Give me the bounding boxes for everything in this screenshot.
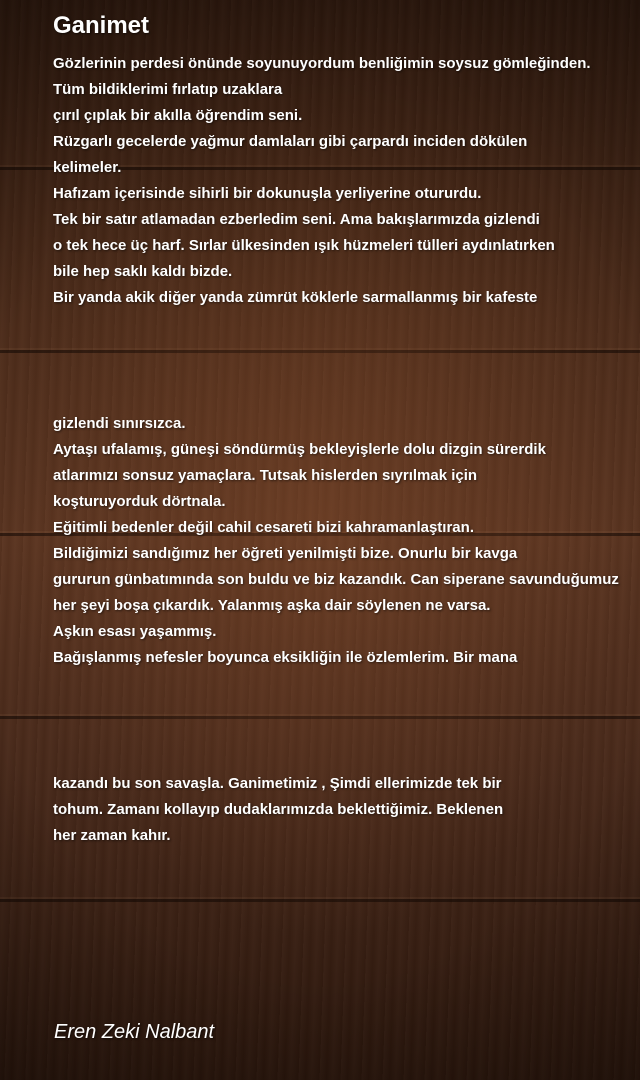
poem-line: bile hep saklı kaldı bizde. [53,263,233,280]
poem-line: o tek hece üç harf. Sırlar ülkesinden ışık hüzmeleri tülleri aydınlatırken [53,237,555,254]
stanza-2 [53,411,633,671]
poem-line: Rüzgarlı gecelerde yağmur damlaları gibi çarpardı inciden dökülen [53,133,528,150]
poem-line: gururun günbatımında son buldu ve biz kazandık. Can siperane savunduğumuz [53,571,619,588]
poem-line: Aytaşı ufalamış, güneşi söndürmüş bekleyişlerle dolu dizgin sürerdik [53,441,546,458]
poem-line: Hafızam içerisinde sihirli bir dokunuşla yerliyerine otururdu. [53,185,482,202]
poem-line: Bir yanda akik diğer yanda zümrüt köklerle sarmallanmış bir kafeste [53,289,538,306]
poem-line: çırıl çıplak bir akılla öğrendim seni. [53,107,303,124]
poem-author: Eren Zeki Nalbant [54,1021,215,1043]
poem-line: tohum. Zamanı kollayıp dudaklarımızda beklettiğimiz. Beklenen [53,801,504,818]
stanza-3 [53,771,633,849]
poem-line: Aşkın esası yaşammış. [53,623,217,640]
poem-title: Ganimet [53,12,150,39]
poem-line: Bildiğimizi sandığımız her öğreti yenilmişti bize. Onurlu bir kavga [53,545,518,562]
poem-line: Tek bir satır atlamadan ezberledim seni. Ama bakışlarımızda gizlendi [53,211,540,228]
poem-line: her zaman kahır. [53,827,171,844]
poem-line: gizlendi sınırsızca. [53,415,186,432]
poem-line: koşturuyorduk dörtnala. [53,493,226,510]
poem-line: Eğitimli bedenler değil cahil cesareti bizi kahramanlaştıran. [53,519,474,536]
poem-line: Bağışlanmış nefesler boyunca eksikliğin ile özlemlerim. Bir mana [53,649,518,666]
poem-line: kazandı bu son savaşla. Ganimetimiz , Şimdi ellerimizde tek bir [53,775,502,792]
poem-line: kelimeler. [53,159,122,176]
stanza-1 [53,51,633,311]
poem-line: her şeyi boşa çıkardık. Yalanmış aşka dair söylenen ne varsa. [53,597,491,614]
poem-line: atlarımızı sonsuz yamaçlara. Tutsak hislerden sıyrılmak için [53,467,478,484]
poem-line: Gözlerinin perdesi önünde soyunuyordum benliğimin soysuz gömleğinden. [53,55,591,72]
poem-line: Tüm bildiklerimi fırlatıp uzaklara [53,81,283,98]
